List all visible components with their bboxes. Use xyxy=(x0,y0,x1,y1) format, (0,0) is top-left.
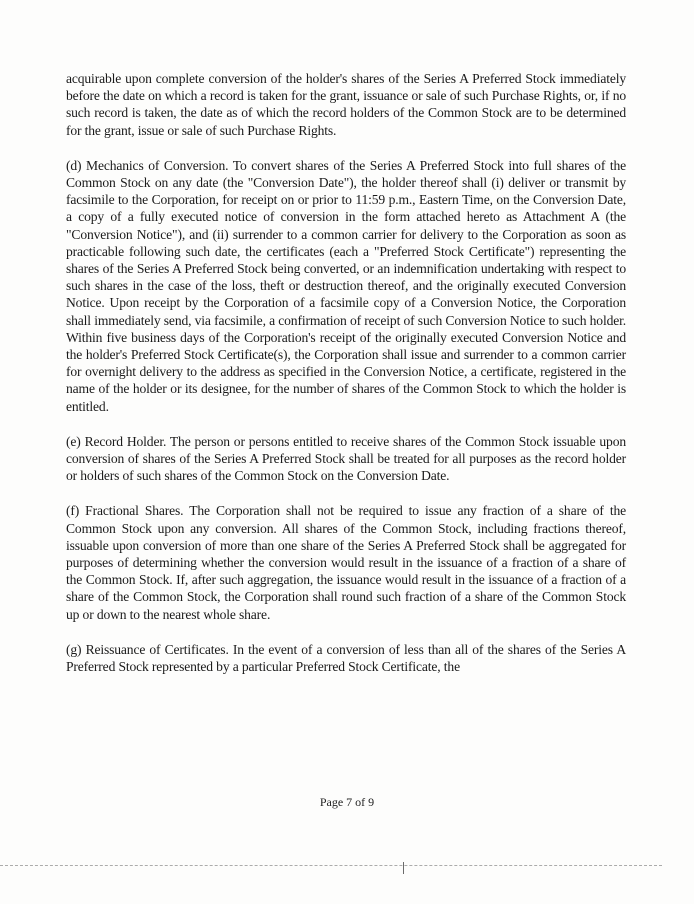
scan-divider-line xyxy=(0,865,662,866)
paragraph-continuation: acquirable upon complete conversion of the holder's shares of the Series A Preferred Stock immediately before the date on which a record is taken for the grant, issuance or sale of such Purchase Rights, or, if no such record is taken, the date as of which the record holders of the Common Stock are to be determined for the grant, issue or sale of such Purchase Rights. xyxy=(66,71,626,138)
page-number-footer: Page 7 of 9 xyxy=(319,795,375,809)
paragraph-mechanics-of-conversion: (d) Mechanics of Conversion. To convert shares of the Series A Preferred Stock into full shares of the Common Stock on any date (the "Conversion Date"), the holder thereof shall (i) deliver or transmit by facsimile to the Corporation, for receipt on or prior to 11:59 p.m., Eastern Time, on the Conversion Date, a copy of a fully executed notice of conversion in the form attached hereto as Attachment A (the "Conversion Notice"), and (ii) surrender to a common carrier for delivery to the Corporation as soon as practicable following such date, the certificates (each a "Preferred Stock Certificate") representing the shares of the Series A Preferred Stock being converted, or an indemnification undertaking with respect to such shares in the case of the loss, theft or destruction thereof, and the originally executed Conversion Notice. Upon receipt by the Corporation of a facsimile copy of a Conversion Notice, the Corporation shall immediately send, via facsimile, a confirmation of receipt of such Conversion Notice to such holder. Within five business days of the Corporation's receipt of the originally executed Conversion Notice and the holder's Preferred Stock Certificate(s), the Corporation shall issue and surrender to a common carrier for overnight delivery to the address as specified in the Conversion Notice, a certificate, registered in the name of the holder or its designee, for the number of shares of the Common Stock to which the holder is entitled. xyxy=(66,157,626,414)
paragraph-record-holder: (e) Record Holder. The person or persons entitled to receive shares of the Common Stock issuable upon conversion of shares of the Series A Preferred Stock shall be treated for all purposes as the record holder or holders of such shares of the Common Stock on the Conversion Date. xyxy=(66,433,626,484)
document-body xyxy=(66,70,626,693)
paragraph-reissuance-of-certificates: (g) Reissuance of Certificates. In the event of a conversion of less than all of the shares of the Series A Preferred Stock represented by a particular Preferred Stock Certificate, the xyxy=(66,641,626,675)
paragraph-fractional-shares: (f) Fractional Shares. The Corporation shall not be required to issue any fraction of a share of the Common Stock upon any conversion. All shares of the Common Stock, including fractions thereof, issuable upon conversion of more than one share of the Series A Preferred Stock shall be aggregated for purposes of determining whether the conversion would result in the issuance of a fraction of a share of the Common Stock. If, after such aggregation, the issuance would result in the issuance of a fraction of a share of the Common Stock, the Corporation shall round such fraction of a share of the Common Stock up or down to the nearest whole share. xyxy=(66,503,626,622)
scan-tick-mark xyxy=(403,862,404,874)
